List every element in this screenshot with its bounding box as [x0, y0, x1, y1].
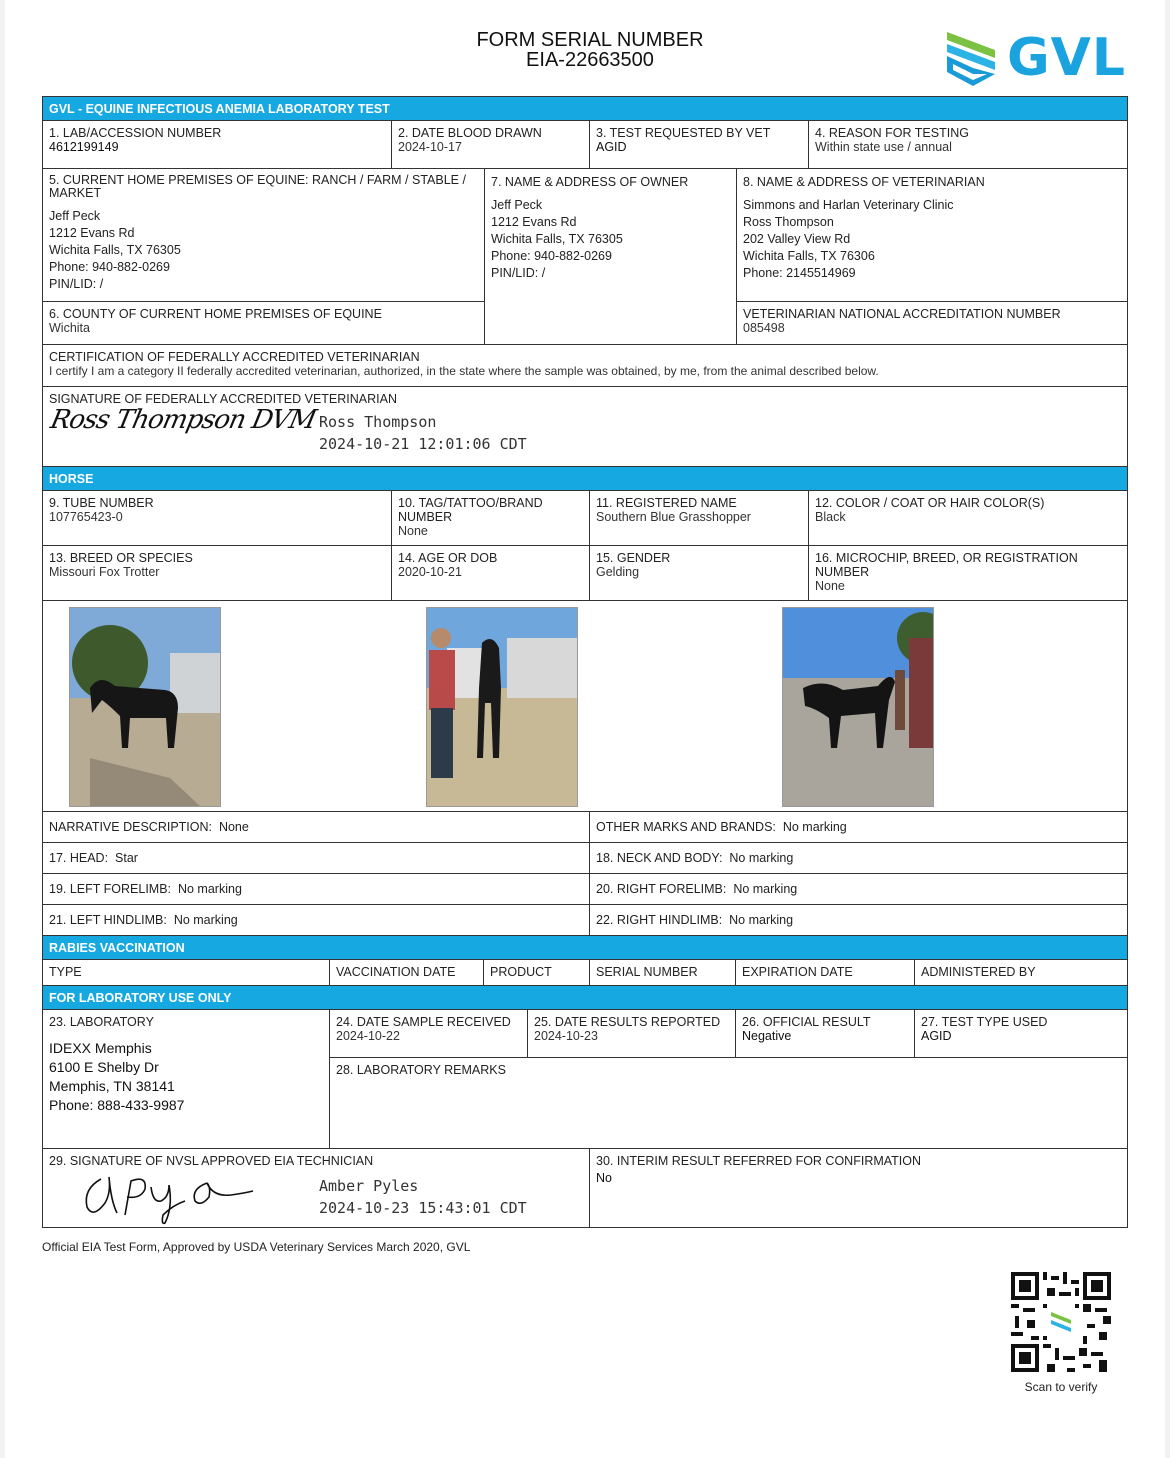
color-label: 12. COLOR / COAT OR HAIR COLOR(S)	[815, 496, 1045, 510]
eia-form	[42, 96, 1128, 1228]
date-reported-value: 2024-10-23	[534, 1029, 598, 1043]
cell-gender	[590, 546, 809, 600]
gvl-logo-icon	[943, 28, 1003, 88]
vet-label: 8. NAME & ADDRESS OF VETERINARIAN	[743, 175, 985, 189]
color-value: Black	[815, 510, 846, 524]
lab-remarks-label: 28. LABORATORY REMARKS	[336, 1063, 506, 1077]
cell-other-marks	[590, 812, 1127, 842]
interim-result-label: 30. INTERIM RESULT REFERRED FOR CONFIRMATION	[596, 1154, 922, 1168]
section-header-horse: HORSE	[42, 466, 1128, 490]
cell-veterinarian	[737, 169, 1127, 302]
cell-tube-number	[43, 491, 392, 545]
cell-left-hindlimb	[43, 905, 590, 935]
other-marks-label: OTHER MARKS AND BRANDS:	[596, 820, 776, 834]
neck-value: No marking	[729, 851, 794, 865]
premises-line: 1212 Evans Rd	[49, 226, 135, 240]
owner-line: Wichita Falls, TX 76305	[491, 232, 623, 246]
owner-line: Jeff Peck	[491, 198, 543, 212]
cell-neck-body	[590, 843, 1127, 873]
right-forelimb-value: No marking	[733, 882, 798, 896]
premises-label: 5. CURRENT HOME PREMISES OF EQUINE: RANCH / FARM / STABLE / MARKET	[49, 173, 466, 200]
row-basic-info	[42, 120, 1128, 168]
tag-value: None	[398, 524, 428, 538]
technician-signature-block	[319, 1175, 527, 1219]
cell-age	[392, 546, 590, 600]
head-value: Star	[115, 851, 138, 865]
vet-signature-name: Ross Thompson	[319, 413, 437, 431]
regname-value: Southern Blue Grasshopper	[596, 510, 751, 524]
regname-label: 11. REGISTERED NAME	[596, 496, 737, 510]
other-marks-value: No marking	[782, 820, 847, 834]
owner-line: PIN/LID: /	[491, 266, 546, 280]
cell-owner	[485, 169, 737, 344]
narrative-label: NARRATIVE DESCRIPTION:	[49, 820, 212, 834]
row-hindlimbs	[42, 904, 1128, 935]
row-narrative	[42, 811, 1128, 842]
gender-label: 15. GENDER	[596, 551, 671, 565]
cell-head	[43, 843, 590, 873]
row-vet-signature	[42, 386, 1128, 466]
cell-right-forelimb	[590, 874, 1127, 904]
official-result-value: Negative	[742, 1029, 792, 1043]
cell-breed	[43, 546, 392, 600]
left-forelimb-value: No marking	[177, 882, 242, 896]
cell-reason	[809, 121, 1127, 168]
row-certification	[42, 344, 1128, 386]
date-drawn-label: 2. DATE BLOOD DRAWN	[398, 126, 542, 140]
rabies-col-type: TYPE	[43, 960, 330, 985]
rabies-col-product: PRODUCT	[484, 960, 590, 985]
vet-line: 202 Valley View Rd	[743, 232, 851, 246]
official-result-label: 26. OFFICIAL RESULT	[742, 1015, 871, 1029]
rabies-col-administered-by: ADMINISTERED BY	[921, 965, 1036, 979]
cell-accreditation	[737, 302, 1127, 344]
vet-line: Wichita Falls, TX 76306	[743, 249, 875, 263]
premises-column	[43, 169, 485, 344]
premises-line: Jeff Peck	[49, 209, 101, 223]
owner-line: Phone: 940-882-0269	[491, 249, 612, 263]
accession-label: 1. LAB/ACCESSION NUMBER	[49, 126, 222, 140]
technician-name: Amber Pyles	[319, 1177, 419, 1195]
test-requested-label: 3. TEST REQUESTED BY VET	[596, 126, 771, 140]
technician-signature-label: 29. SIGNATURE OF NVSL APPROVED EIA TECHNICIAN	[49, 1154, 374, 1168]
cell-date-received	[330, 1010, 528, 1057]
laboratory-line: IDEXX Memphis	[49, 1040, 152, 1056]
cell-narrative	[43, 812, 590, 842]
horse-photo-left	[69, 607, 221, 807]
vet-line: Ross Thompson	[743, 215, 834, 229]
horse-photo-center	[426, 607, 578, 807]
breed-label: 13. BREED OR SPECIES	[49, 551, 193, 565]
date-reported-label: 25. DATE RESULTS REPORTED	[534, 1015, 721, 1029]
left-forelimb-label: 19. LEFT FORELIMB:	[49, 882, 172, 896]
cell-test-requested	[590, 121, 809, 168]
lab-results-row	[330, 1010, 1127, 1058]
reason-label: 4. REASON FOR TESTING	[815, 126, 969, 140]
cell-laboratory	[43, 1010, 330, 1148]
cell-certification	[43, 345, 1127, 386]
left-hindlimb-label: 21. LEFT HINDLIMB:	[49, 913, 167, 927]
certification-text: I certify I am a category II federally accredited veterinarian, authorized, in the state where the sample was obtained, by me, from the animal described below.	[49, 364, 879, 378]
county-label: 6. COUNTY OF CURRENT HOME PREMISES OF EQUINE	[49, 307, 382, 321]
laboratory-label: 23. LABORATORY	[49, 1015, 154, 1029]
vet-signature-block	[319, 411, 527, 455]
serial-number: EIA-22663500	[526, 49, 654, 71]
cell-color	[809, 491, 1127, 545]
test-type-label: 27. TEST TYPE USED	[921, 1015, 1048, 1029]
laboratory-line: 6100 E Shelby Dr	[49, 1059, 159, 1075]
vet-signature-label: SIGNATURE OF FEDERALLY ACCREDITED VETERINARIAN	[49, 392, 397, 406]
premises-line: Wichita Falls, TX 76305	[49, 243, 181, 257]
cell-county	[43, 302, 484, 344]
accreditation-value: 085498	[743, 321, 785, 335]
row-lab-info	[42, 1009, 1128, 1148]
technician-time: 2024-10-23 15:43:01 CDT	[319, 1199, 527, 1217]
qr-scan-label: Scan to verify	[1024, 1380, 1098, 1394]
cell-technician-signature	[43, 1149, 590, 1227]
neck-label: 18. NECK AND BODY:	[596, 851, 723, 865]
premises-line: PIN/LID: /	[49, 277, 104, 291]
laboratory-line: Memphis, TN 38141	[49, 1078, 175, 1094]
row-rabies-columns	[42, 959, 1128, 985]
tube-value: 107765423-0	[49, 510, 123, 524]
footer-text: Official EIA Test Form, Approved by USDA Veterinary Services March 2020, GVL	[42, 1240, 471, 1254]
microchip-label: 16. MICROCHIP, BREED, OR REGISTRATION NUMBER	[815, 551, 1078, 579]
right-hindlimb-label: 22. RIGHT HINDLIMB:	[596, 913, 723, 927]
cell-right-hindlimb	[590, 905, 1127, 935]
logo-text: GVL	[1007, 28, 1127, 88]
accession-value: 4612199149	[49, 140, 119, 154]
row-addresses	[42, 168, 1128, 344]
tube-label: 9. TUBE NUMBER	[49, 496, 154, 510]
interim-result-value: No	[596, 1171, 612, 1185]
horse-photo-left-image	[70, 608, 220, 806]
narrative-value: None	[218, 820, 249, 834]
cell-accession	[43, 121, 392, 168]
qr-code-icon[interactable]	[1011, 1272, 1111, 1372]
cell-premises	[43, 169, 484, 302]
row-technician	[42, 1148, 1128, 1228]
microchip-value: None	[815, 579, 845, 593]
serial-label: FORM SERIAL NUMBER	[476, 29, 704, 51]
county-value: Wichita	[49, 321, 90, 335]
cell-date-drawn	[392, 121, 590, 168]
vet-signature-script: Ross Thompson DVM	[47, 405, 319, 435]
gvl-logo	[943, 28, 1143, 88]
vet-line: Phone: 2145514969	[743, 266, 856, 280]
laboratory-line: Phone: 888-433-9987	[49, 1097, 185, 1113]
rabies-col-vaccination-date: VACCINATION DATE	[330, 960, 484, 985]
certification-label: CERTIFICATION OF FEDERALLY ACCREDITED VETERINARIAN	[49, 350, 420, 364]
row-forelimbs	[42, 873, 1128, 904]
owner-label: 7. NAME & ADDRESS OF OWNER	[491, 175, 689, 189]
accreditation-label: VETERINARIAN NATIONAL ACCREDITATION NUMBER	[743, 307, 1061, 321]
premises-line: Phone: 940-882-0269	[49, 260, 170, 274]
age-value: 2020-10-21	[398, 565, 462, 579]
vet-signature-time: 2024-10-21 12:01:06 CDT	[319, 435, 527, 453]
cell-tag-number	[392, 491, 590, 545]
horse-photo-center-image	[427, 608, 577, 806]
cell-registered-name	[590, 491, 809, 545]
cell-lab-remarks	[330, 1058, 1127, 1148]
cell-vet-signature	[43, 387, 1127, 466]
left-hindlimb-value: No marking	[173, 913, 238, 927]
test-type-value: AGID	[921, 1029, 952, 1043]
breed-value: Missouri Fox Trotter	[49, 565, 160, 579]
head-label: 17. HEAD:	[49, 851, 109, 865]
test-requested-value: AGID	[596, 140, 627, 154]
date-drawn-value: 2024-10-17	[398, 140, 462, 154]
cell-official-result	[736, 1010, 915, 1057]
gender-value: Gelding	[596, 565, 640, 579]
date-received-value: 2024-10-22	[336, 1029, 400, 1043]
date-received-label: 24. DATE SAMPLE RECEIVED	[336, 1015, 511, 1029]
row-horse-photos	[42, 600, 1128, 811]
cell-test-type	[915, 1010, 1127, 1057]
owner-line: 1212 Evans Rd	[491, 215, 577, 229]
row-horse-details	[42, 545, 1128, 600]
rabies-col-expiration-date: EXPIRATION DATE	[736, 960, 915, 985]
section-header-rabies: RABIES VACCINATION	[42, 935, 1128, 959]
right-forelimb-label: 20. RIGHT FORELIMB:	[596, 882, 727, 896]
cell-left-forelimb	[43, 874, 590, 904]
row-horse-id	[42, 490, 1128, 545]
tag-label: 10. TAG/TATTOO/BRAND NUMBER	[398, 496, 543, 524]
horse-photo-right	[782, 607, 934, 807]
form-page	[5, 0, 1165, 1458]
cell-date-reported	[528, 1010, 736, 1057]
vet-line: Simmons and Harlan Veterinary Clinic	[743, 198, 954, 212]
cell-microchip	[809, 546, 1127, 600]
reason-value: Within state use / annual	[815, 140, 952, 154]
lab-results-column	[330, 1010, 1127, 1148]
rabies-col-serial-number: SERIAL NUMBER	[590, 960, 736, 985]
technician-signature-icon	[81, 1167, 261, 1225]
section-header-test: GVL - EQUINE INFECTIOUS ANEMIA LABORATORY TEST	[42, 96, 1128, 120]
cell-interim-result	[590, 1149, 1127, 1227]
right-hindlimb-value: No marking	[729, 913, 794, 927]
age-label: 14. AGE OR DOB	[398, 551, 498, 565]
row-head-neck	[42, 842, 1128, 873]
horse-photo-right-image	[783, 608, 933, 806]
vet-column	[737, 169, 1127, 344]
section-header-lab: FOR LABORATORY USE ONLY	[42, 985, 1128, 1009]
